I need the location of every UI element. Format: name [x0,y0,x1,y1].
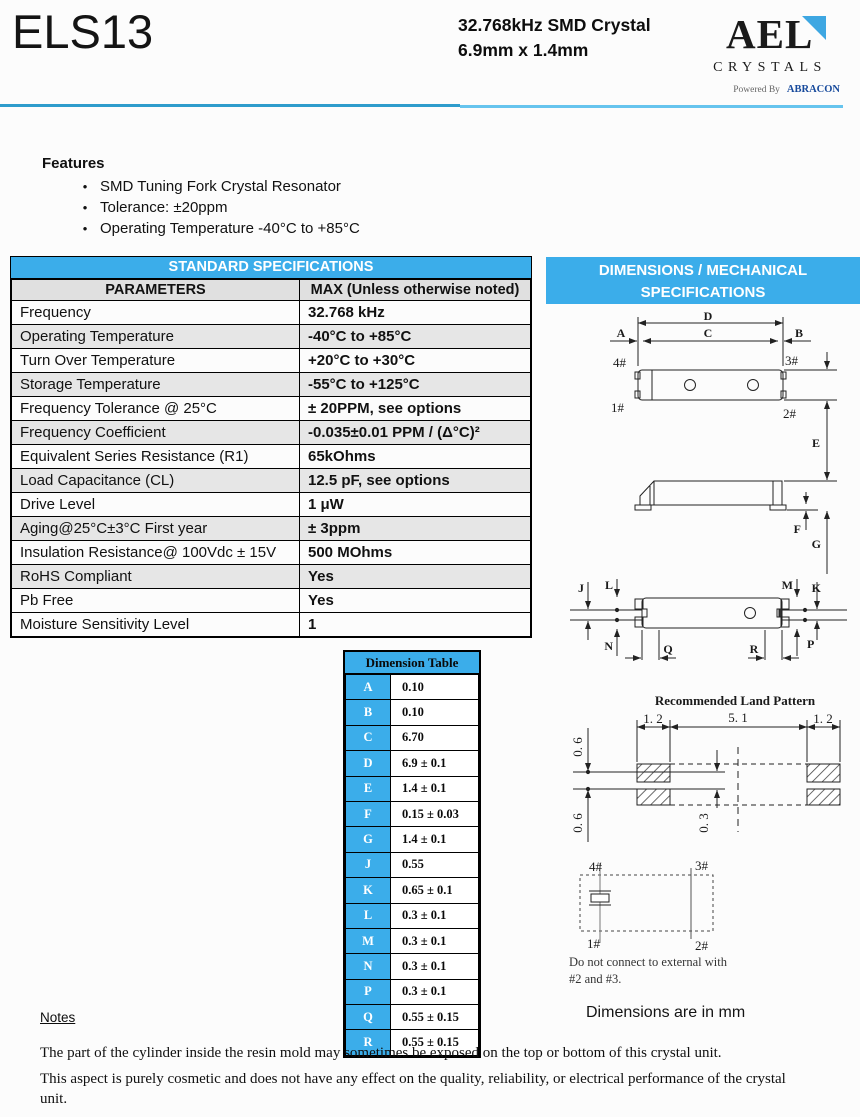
note-paragraph-1: The part of the cylinder inside the resin mold may sometimes be exposed on the top or bottom of this crystal unit. [40,1045,722,1061]
spec-table-title: STANDARD SPECIFICATIONS [11,257,531,279]
feature-item [70,197,360,218]
dimension-value: 0.10 [391,700,479,725]
dimension-letter: E [346,776,391,801]
dimension-value: 0.55 ± 0.15 [391,1030,479,1055]
spec-value: Yes [300,589,531,613]
dimension-row [346,878,479,903]
bullet-icon: • [82,179,88,194]
dimension-value: 6.9 ± 0.1 [391,751,479,776]
product-subtitle [458,13,651,63]
land-pattern-drawing [555,692,860,852]
dim-header-line1: DIMENSIONS / MECHANICAL [598,262,808,279]
land-pad [807,789,840,805]
spec-row [12,613,531,637]
spec-parameter: RoHS Compliant [12,565,300,589]
dimension-value: 0.15 ± 0.03 [391,801,479,826]
pin-label-4: 4# [613,355,626,370]
spec-parameter: Moisture Sensitivity Level [12,613,300,637]
spec-row [12,445,531,469]
dim-label-e: E [811,436,820,450]
dimension-letter: L [346,903,391,928]
spec-row [12,517,531,541]
note-paragraph-2: This aspect is purely cosmetic and does not have any effect on the quality, reliability, or electrical performance of the crystal unit. [40,1071,786,1107]
dimension-value: 0.55 [391,852,479,877]
schematic-note-line1: Do not connect to external with [569,955,727,969]
schematic-drawing [555,855,860,1000]
spec-parameter: Frequency [12,301,300,325]
header-rule-left [0,104,460,107]
hole-icon [685,380,696,391]
land-pad [807,764,840,782]
dim-label-r: R [749,642,759,656]
dim-label-p: P [807,637,815,651]
spec-parameter: Operating Temperature [12,325,300,349]
lp-dim-bottom-left: 0. 6 [570,813,585,833]
dimension-letter: Q [346,1005,391,1030]
dim-label-g: G [811,537,821,551]
dimension-value: 0.65 ± 0.1 [391,878,479,903]
dim-label-j: J [578,581,584,595]
dimension-row [346,801,479,826]
spec-value: 65kOhms [300,445,531,469]
spec-value: -0.035±0.01 PPM / (Δ°C)² [300,421,531,445]
notes-title: Notes [40,1010,76,1025]
dimension-row [346,852,479,877]
spec-col-max: MAX (Unless otherwise noted) [300,280,531,301]
dimension-value: 0.3 ± 0.1 [391,928,479,953]
dimension-row [346,827,479,852]
features-list [70,176,360,239]
package-outline [638,370,783,400]
dimension-letter: A [346,675,391,700]
spec-value: Yes [300,565,531,589]
dimension-letter: F [346,801,391,826]
dimension-value: 0.55 ± 0.15 [391,1005,479,1030]
dimension-letter: M [346,928,391,953]
bottom-outline [642,598,782,628]
spec-value: 32.768 kHz [300,301,531,325]
spec-row [12,373,531,397]
powered-by-line [733,79,840,96]
dimension-table [343,650,481,1058]
dimension-row [346,979,479,1004]
bottom-pads [635,599,789,627]
spec-parameter: Frequency Coefficient [12,421,300,445]
spec-row [12,469,531,493]
corner-castellations [635,372,786,398]
sch-pin-1: 1# [587,936,600,951]
dimension-row [346,751,479,776]
header-rule-right [460,105,843,108]
dim-label-b: B [794,326,804,340]
dim-label-n: N [604,639,613,653]
dim-label-a: A [616,326,626,340]
dimension-value: 0.3 ± 0.1 [391,954,479,979]
spec-value: 500 MOhms [300,541,531,565]
spec-value: +20°C to +30°C [300,349,531,373]
dim-label-d: D [703,309,713,323]
dimension-letter: B [346,700,391,725]
spec-row [12,397,531,421]
dim-label-q: Q [663,642,673,656]
dim-label-k: K [811,581,821,595]
dimension-letter: N [346,954,391,979]
dimension-table-body [346,675,479,1056]
lp-dim-right: 1. 2 [813,711,833,726]
feature-text: Operating Temperature -40°C to +85°C [100,220,360,237]
side-view [635,473,837,574]
spec-row [12,589,531,613]
lp-dim-gap: 0. 3 [696,813,711,833]
spec-parameter: Load Capacitance (CL) [12,469,300,493]
dimension-value: 0.3 ± 0.1 [391,903,479,928]
features-title: Features [42,155,105,172]
spec-row [12,301,531,325]
hole-icon [748,380,759,391]
spec-parameter: Storage Temperature [12,373,300,397]
spec-header-row [12,280,531,301]
dimension-letter: P [346,979,391,1004]
dimension-table-title: Dimension Table [345,652,479,674]
subtitle-line2: 6.9mm x 1.4mm [458,40,589,60]
ael-crystals-logo [690,6,850,101]
package-views-drawing [555,308,860,690]
hole-icon [745,608,756,619]
dimensions-section-header [546,257,860,304]
spec-row [12,421,531,445]
lp-dim-left: 1. 2 [643,711,663,726]
powered-prefix: Powered By [733,85,780,95]
spec-table-body [12,301,531,637]
dimension-row [346,1005,479,1030]
spec-row [12,325,531,349]
dimension-value: 1.4 ± 0.1 [391,827,479,852]
spec-row [12,493,531,517]
logo-brand-text: AEL [726,11,814,57]
side-outline [640,481,782,505]
dimension-letter: D [346,751,391,776]
standard-specifications-table [10,256,532,638]
spec-value: 1 μW [300,493,531,517]
powered-brand: ABRACON [786,84,840,95]
dimension-value: 6.70 [391,725,479,750]
sch-pin-4: 4# [589,859,602,874]
subtitle-line1: 32.768kHz SMD Crystal [458,15,651,35]
feature-item [70,176,360,197]
spec-parameter: Pb Free [12,589,300,613]
spec-parameter: Aging@25°C±3°C First year [12,517,300,541]
feature-text: SMD Tuning Fork Crystal Resonator [100,178,341,195]
dim-label-f: F [793,522,801,536]
feature-text: Tolerance: ±20ppm [100,199,228,216]
spec-value: -55°C to +125°C [300,373,531,397]
dimension-row [346,776,479,801]
top-view [610,317,837,473]
dimension-value: 0.3 ± 0.1 [391,979,479,1004]
dimension-row [346,700,479,725]
pin-label-1: 1# [611,400,624,415]
lp-dim-center: 5. 1 [728,710,748,725]
spec-parameter: Insulation Resistance@ 100Vdc ± 15V [12,541,300,565]
dim-label-l: L [604,578,613,592]
spec-row [12,349,531,373]
spec-value: ± 20PPM, see options [300,397,531,421]
logo-sub-brand: CRYSTALS [713,60,827,75]
pin-label-2: 2# [783,406,796,421]
sch-pin-3: 3# [695,858,708,873]
units-note: Dimensions are in mm [586,1004,746,1021]
spec-parameter: Drive Level [12,493,300,517]
dimension-row [346,928,479,953]
page-title: ELS13 [12,5,154,58]
dim-label-m: M [781,578,793,592]
spec-row [12,541,531,565]
spec-value: 1 [300,613,531,637]
lp-dim-top-left: 0. 6 [570,737,585,757]
land-pattern-title: Recommended Land Pattern [654,693,816,708]
spec-row [12,565,531,589]
dimension-row [346,954,479,979]
bullet-icon: • [82,221,88,236]
dim-header-line2: SPECIFICATIONS [640,284,766,301]
spec-value: 12.5 pF, see options [300,469,531,493]
dimension-row [346,903,479,928]
schematic-note-line2: #2 and #3. [569,972,622,986]
feature-item [70,218,360,239]
spec-parameter: Equivalent Series Resistance (R1) [12,445,300,469]
crystal-symbol-icon [591,894,609,902]
spec-value: -40°C to +85°C [300,325,531,349]
spec-col-parameters: PARAMETERS [12,280,300,301]
land-pad [637,789,670,805]
dimension-letter: K [346,878,391,903]
land-pad [637,764,670,782]
spec-parameter: Frequency Tolerance @ 25°C [12,397,300,421]
dim-label-c: C [703,326,713,340]
pin-label-3: 3# [785,353,798,368]
dimension-letter: J [346,852,391,877]
dimension-letter: R [346,1030,391,1055]
dimension-row [346,725,479,750]
dimension-row [346,675,479,700]
spec-parameter: Turn Over Temperature [12,349,300,373]
bullet-icon: • [82,200,88,215]
dimension-letter: C [346,725,391,750]
dimension-letter: G [346,827,391,852]
sch-pin-2: 2# [695,938,708,953]
spec-value: ± 3ppm [300,517,531,541]
dimension-value: 0.10 [391,675,479,700]
dimension-value: 1.4 ± 0.1 [391,776,479,801]
